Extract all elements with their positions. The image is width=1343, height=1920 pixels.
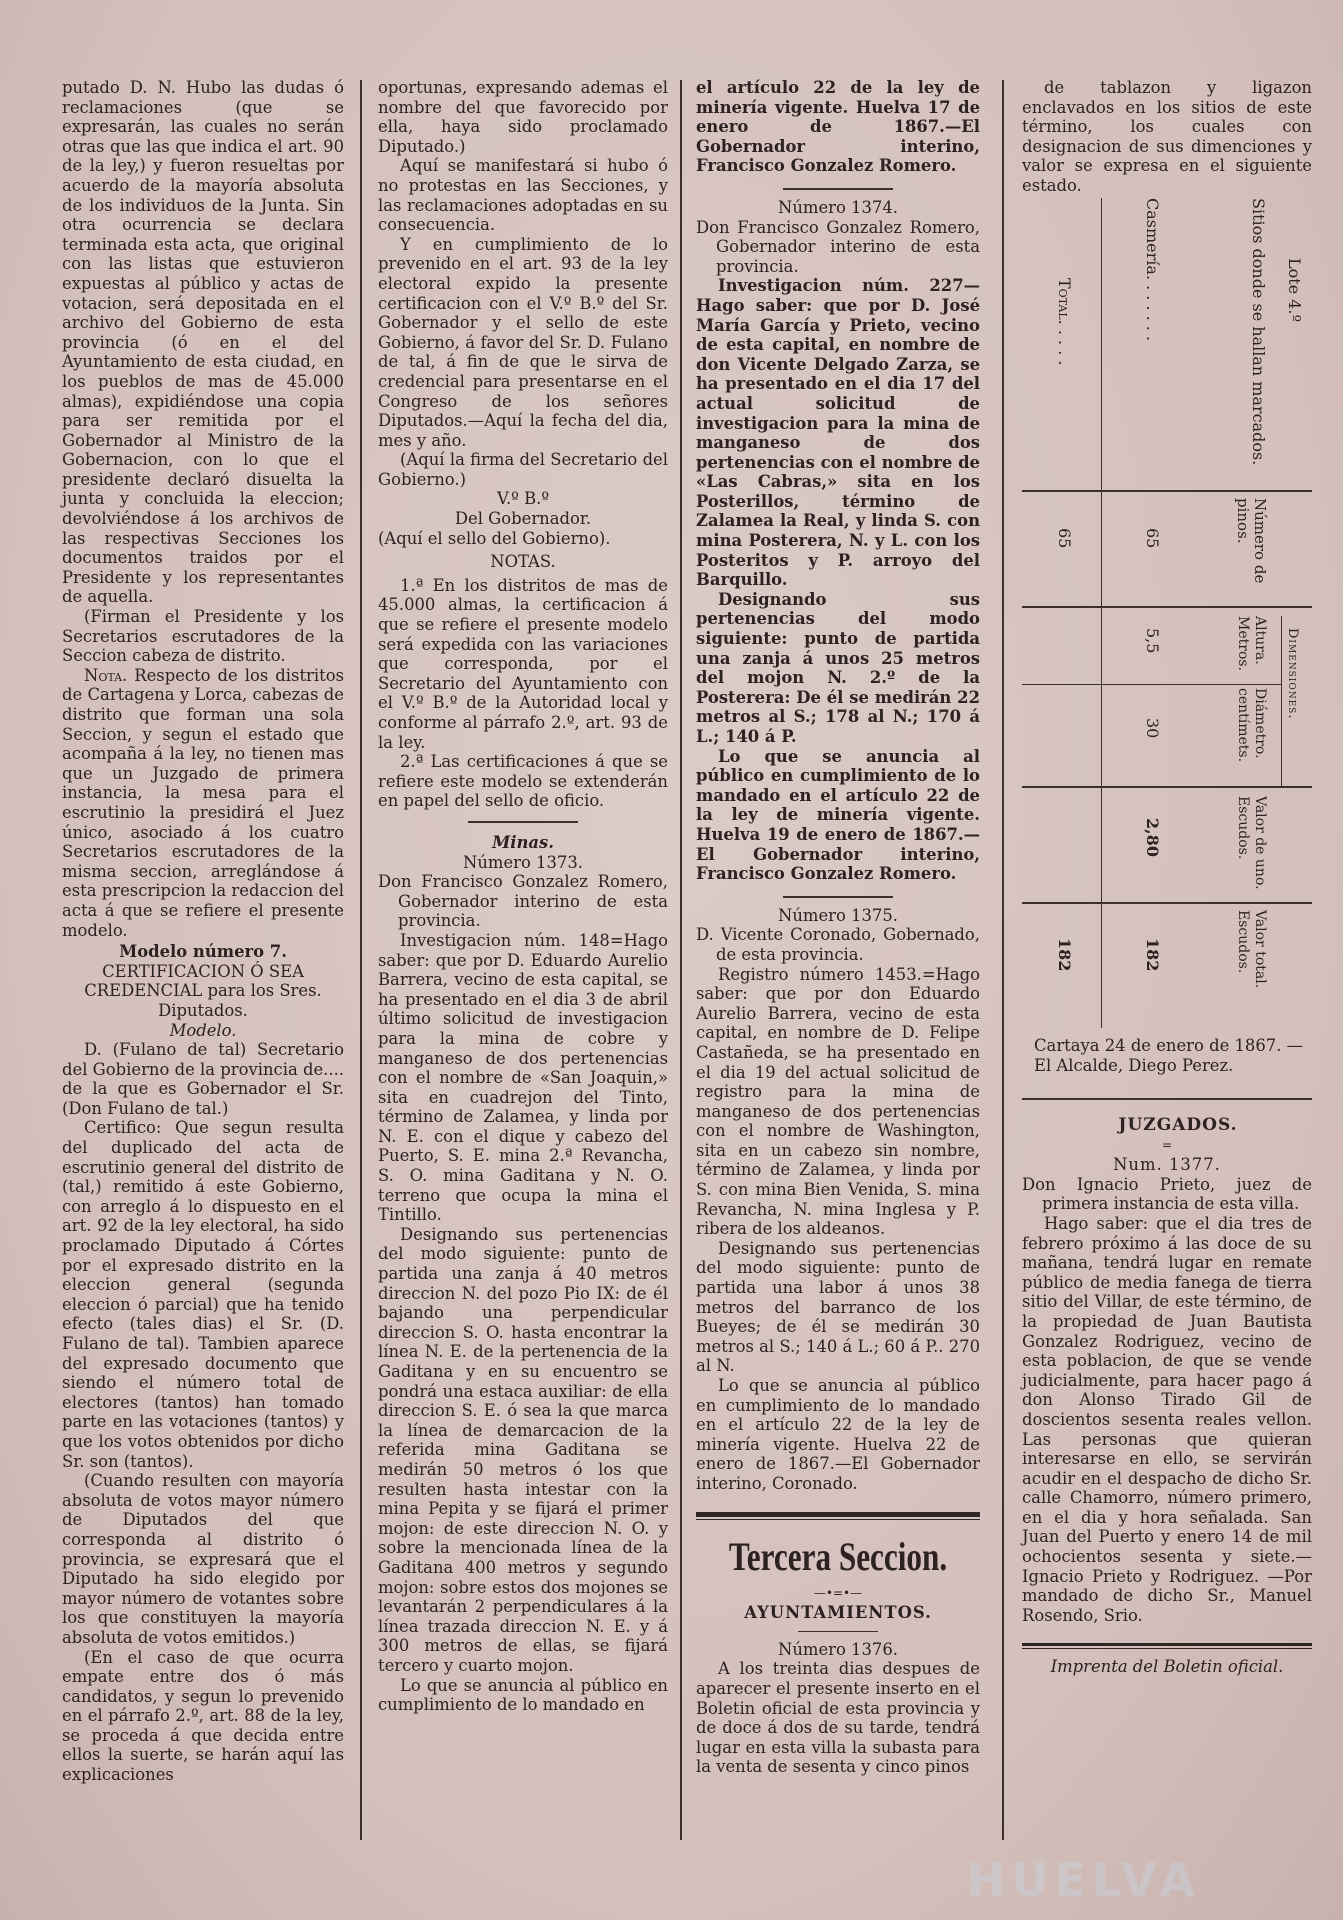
nota-text: Respecto de los distritos de Cartagena y Lorca, cabezas de distrito que forman una sola Seccion, y segun el estado que acompaña á la ley, no tienen mas que un Juzgado de primera instancia, la mesa para el escrutinio la presidirá el Juez único, asociado á los cuatro Secretarios escrutadores de la misma seccion, arreglándose á esta prescripcion la redaccion del acta á que se refiere el presente modelo. [62,665,344,940]
paragraph: Y en cumplimiento de lo prevenido en el art. 93 de la ley electoral expido la presente certificacion con el V.º B.º del Sr. Gobernador y el sello de este Gobierno, á favor del Sr. D. Fulano de tal, á fin de que le sirva de credencial para presentarse en el Congreso de los señores Diputados.—Aquí la fecha del dia, mes y año. [378,234,668,450]
table-line [1022,786,1312,788]
header-numero: Número de pinos. [1234,498,1269,584]
ornament: —•=•— [813,1585,863,1600]
section-rule [1022,1098,1312,1100]
header-valor-total: Valor total. Escudos. [1235,910,1268,989]
imprenta-note: Imprenta del Boletin oficial. [1050,1657,1284,1677]
certificacion-heading: CERTIFICACION Ó SEA CREDENCIAL para los Sres. Diputados. [84,961,322,1020]
modelo-7-heading: Modelo número 7. [119,942,287,962]
total-label: Total. . . . . [1055,278,1074,366]
column-4-top [1022,78,1312,195]
paragraph: (Aquí la firma del Secretario del Gobierno.) [378,450,668,489]
column-4-bottom [1022,1098,1312,1900]
numero-1375-title: D. Vicente Coronado, Gobernado, de esta provincia. [696,925,980,964]
lote-label: Lote 4.º [1285,258,1304,323]
paragraph: Designando sus pertenencias del modo siguiente: punto de partida una labor á unos 38 metros del barranco de los Bueyes; de él se medirán 30 metros al S.; 140 á L.; 60 á P.. 270 al N. [696,1238,980,1376]
paragraph: D. (Fulano de tal) Secretario del Gobierno de la provincia de.... de la que es Gobernador el Sr. (Don Fulano de tal.) [62,1040,344,1118]
column-1 [62,78,344,1900]
table-line [1022,606,1312,608]
numero-1376-heading: Número 1376. [778,1639,898,1659]
sello-note: (Aquí el sello del Gobierno). [378,528,611,548]
section-rule [1022,1643,1312,1646]
del-gobernador: Del Gobernador. [454,509,592,529]
table-line [1022,902,1312,904]
paragraph: Lo que se anuncia al público en cumplimiento de lo mandado en [378,1675,668,1715]
row-valor-total: 182 [1143,938,1162,972]
paragraph: (En el caso de que ocurra empate entre dos ó más candidatos, y segun lo prevenido en el párrafo 2.º, art. 88 de la ley, se proceda á que decida entre ellos la suerte, se harán aquí las explicaciones [62,1647,344,1785]
paragraph: A los treinta dias despues de aparecer el presente inserto en el Boletin oficial de esta provincia y de doce á dos de su tarde, tendrá lugar en esta villa la subasta para la venta de sesenta y cinco pinos [696,1659,980,1777]
juzgados-heading: JUZGADOS. [1118,1115,1238,1135]
numero-1373-title: Don Francisco Gonzalez Romero, Gobernador interino de esta provincia. [378,872,668,931]
row-place: Casmería. . . . . . . [1143,198,1162,342]
paragraph: oportunas, expresando ademas el nombre del que favorecido por ella, haya sido proclamado Diputado.) [378,78,668,156]
row-diametro: 30 [1143,718,1162,739]
header-diametro: Diámetro. centímets. [1235,688,1268,763]
numero-1373-heading: Número 1373. [463,852,583,872]
paragraph: Aquí se manifestará si hubo ó no protestas en las Secciones, y las reclamaciones adoptadas en su consecuencia. [378,156,668,235]
paragraph: (Cuando resulten con mayoría absoluta de votos mayor número de Diputados del que corresponda al distrito ó provincia, se expresará que el Diputado ha sido elegido por mayor número de votantes sobre los que constituyen la mayoría absoluta de votos emitidos.) [62,1471,344,1647]
header-dimensiones: Dimensiones. [1285,628,1300,720]
ayuntamientos-heading: AYUNTAMIENTOS. [744,1603,932,1623]
paragraph: Designando sus pertenencias del modo siguiente: punto de partida una zanja á unos 25 metros del mojon N. 2.º de la Posterera: De él se medirán 22 metros al S.; 178 al N.; 170 á L.; 140 á P. [696,589,980,746]
minas-heading: Minas. [492,832,554,852]
column-2 [378,78,668,1900]
pinos-table [1022,198,1312,1028]
section-rule [696,1519,980,1520]
paragraph: Investigacion núm. 227—Hago saber: que por D. José María García y Prieto, vecino de esta capital, en nombre de don Vicente Delgado Zarza, se ha presentado en el dia 17 del actual solicitud de investigacion para la mina de manganeso de dos pertenencias con el nombre de «Las Cabras,» sita en los Posterillos, término de Zalamea la Real, y linda S. con mina Posterera, N. y L. con los Posteritos y P. arroyo del Barquillo. [696,276,980,590]
total-numero: 65 [1055,528,1074,549]
row-valor-uno: 2,80 [1143,818,1162,857]
section-rule [696,1512,980,1517]
nota-item: 2.ª Las certificaciones á que se refiere este modelo se extenderán en papel del sello de oficio. [378,752,668,811]
column-3 [696,78,980,1900]
paragraph: Hago saber: que el dia tres de febrero próximo á las doce de su mañana, tendrá lugar en remate público de media fanega de tierra sitio del Villar, de este término, de la propiedad de Juan Bautista Gonzalez Rodriguez, vecino de esta poblacion, de que se vende judicialmente, para hacer pago á don Alonso Tirado Gil de doscientos sesenta reales vellon. Las personas que quieran interesarse en ello, se servirán acudir en el despacho de dicho Sr. calle Chamorro, número primero, en el dia y hora señalada. San Juan del Puerto y enero 14 de mil ochocientos sesenta y siete.—Ignacio Prieto y Rodriguez. —Por mandado de dicho Sr., Manuel Rosendo, Srio. [1022,1213,1312,1625]
paragraph: el artículo 22 de la ley de minería vigente. Huelva 17 de enero de 1867.—El Gobernador interino, Francisco Gonzalez Romero. [696,78,980,176]
paragraph: de tablazon y ligazon enclavados en los sitios de este término, los cuales con designacion de sus dimenciones y valor se expresa en el siguiente estado. [1022,78,1312,195]
huelva-watermark: HUELVA [966,1853,1202,1907]
table-line [1101,198,1102,1028]
section-divider [468,821,578,823]
paragraph: Registro número 1453.=Hago saber: que por don Eduardo Aurelio Barrera, vecino de esta capital, en nombre de D. Felipe Castañeda, se ha presentado en el dia 19 del actual solicitud de registro para la mina de manganeso de dos pertenencias con el nombre de Washington, sita en un cabezo sin nombre, término de Zalamea, y linda por S. con mina Bien Venida, S. mina Revancha, N. mina Inglesa y P. ribera de los aldeanos. [696,964,980,1239]
tercera-seccion-heading: Tercera Seccion. [728,1533,948,1579]
nota-label: Nota. [84,665,128,685]
row-numero: 65 [1143,528,1162,549]
column-rule [1002,80,1004,1840]
column-rule [360,80,362,1840]
cartaya-signature: Cartaya 24 de enero de 1867. —El Alcalde, Diego Perez. [1034,1036,1304,1075]
section-divider [798,1631,878,1632]
visto-bueno: V.º B.º [496,489,550,509]
paragraph: putado D. N. Hubo las dudas ó reclamaciones (que se expresarán, las cuales no serán otras que las que indica el art. 90 de la ley,) y fueron resueltas por acuerdo de la mayoría absoluta de los individuos de la Junta. Sin otra ocurrencia se declara terminada esta acta, que original con las listas que estuvieron expuestas al público y actas de votacion, será depositada en el archivo del Gobierno de esta provincia (ó en el del Ayuntamiento de esta ciudad, en los pueblos de mas de 45.000 almas), expidiéndose una copia para ser remitida por el Gobernador al Ministro de la Gobernacion, con lo que el presidente declaró disuelta la junta y concluida la eleccion; devolviéndose á los archivos de las respectivas Secciones los documentos traidos por el Presidente y los representantes de aquella. [62,78,344,607]
paragraph: Lo que se anuncia al público en cumplimiento de lo mandado en el artículo 22 de la ley de minería vigente. Huelva 19 de enero de 1867.—El Gobernador interino, Francisco Gonzalez Romero. [696,746,980,884]
section-divider [783,896,893,898]
paragraph: Lo que se anuncia al público en cumplimiento de lo mandado en el artículo 22 de la ley de minería vigente. Huelva 22 de enero de 1867.—El Gobernador interino, Coronado. [696,1376,980,1493]
section-divider [783,188,893,190]
header-valor-uno: Valor de uno. Escudos. [1235,796,1268,890]
table-line [1281,616,1282,786]
row-altura: 5,5 [1143,628,1162,654]
paragraph: (Firman el Presidente y los Secretarios escrutadores de la Seccion cabeza de distrito. [62,607,344,666]
paragraph: Designando sus pertenencias del modo siguiente: punto de partida una zanja á 40 metros direccion N. del pozo Pio IX: de él bajando una perpendicular direccion S. O. hasta encontrar la línea N. E. de la pertenencia de la Gaditana y en su encuentro se pondrá una estaca auxiliar: de ella direccion S. E. ó sea la que marca la línea de demarcacion de la referida mina Gaditana se medirán 50 metros ó los que resulten hasta intestar con la mina Pepita y se fijará el primer mojon: de este direccion N. O. y sobre la mencionada línea de la Gaditana 400 metros y segundo mojon: sobre estos dos mojones se levantarán 2 perpendiculares á la línea trazada direccion N. E. y á 300 metros de ellas, se fijará tercero y cuarto mojon. [378,1224,668,1675]
numero-1374-heading: Número 1374. [778,197,898,217]
paragraph: Investigacion núm. 148=Hago saber: que por D. Eduardo Aurelio Barrera, vecino de esta capital, se ha presentado en el dia 3 de abril último solicitud de investigacion para la mina de cobre y manganeso de dos pertenencias con el nombre de «San Joaquin,» sita en cuadrejon del Tinto, término de Zalamea, y linda por N. E. con el dique y cabezo del Puerto, S. E. mina 2.ª Revancha, S. O. mina Gaditana y N. O. terreno que ocupa la mina el Tintillo. [378,930,668,1225]
numero-1377-heading: Num. 1377. [1113,1155,1221,1175]
table-line [1022,684,1282,685]
numero-1375-heading: Número 1375. [778,905,898,925]
nota-item: 1.ª En los distritos de mas de 45.000 almas, la certificacion á que se refiere el presente modelo será expedida con las variaciones que corresponda, por el Secretario del Ayuntamiento con el V.º B.º de la Autoridad local y conforme al párrafo 2.º, art. 93 de la ley. [378,575,668,752]
paragraph: Certifico: Que segun resulta del duplicado del acta de escrutinio general del distrito de (tal,) remitido á este Gobierno, con arreglo á lo dispuesto en el art. 92 de la ley electoral, ha sido proclamado Diputado á Córtes por el expresado distrito en la eleccion general (segunda eleccion ó parcial) que ha tenido efecto (tales dias) el Sr. (D. Fulano de tal). Tambien aparece del expresado documento que siendo el número total de electores (tantos) han tomado parte en las votaciones (tantos) y que los votos obtenidos por dicho Sr. son (tantos). [62,1118,344,1471]
header-altura: Altura. Metros. [1235,616,1268,672]
header-sitios: Sitios donde se hallan marcados. [1249,198,1268,466]
table-line [1022,490,1312,492]
ornament: = [1161,1137,1173,1152]
numero-1377-title: Don Ignacio Prieto, juez de primera instancia de esta villa. [1022,1174,1312,1214]
section-rule [1022,1648,1312,1649]
modelo-label: Modelo. [169,1020,237,1040]
column-rule [680,80,682,1840]
numero-1374-title: Don Francisco Gonzalez Romero, Gobernador interino de esta provincia. [696,217,980,276]
total-valor: 182 [1055,938,1074,972]
notas-heading: NOTAS. [490,552,556,572]
